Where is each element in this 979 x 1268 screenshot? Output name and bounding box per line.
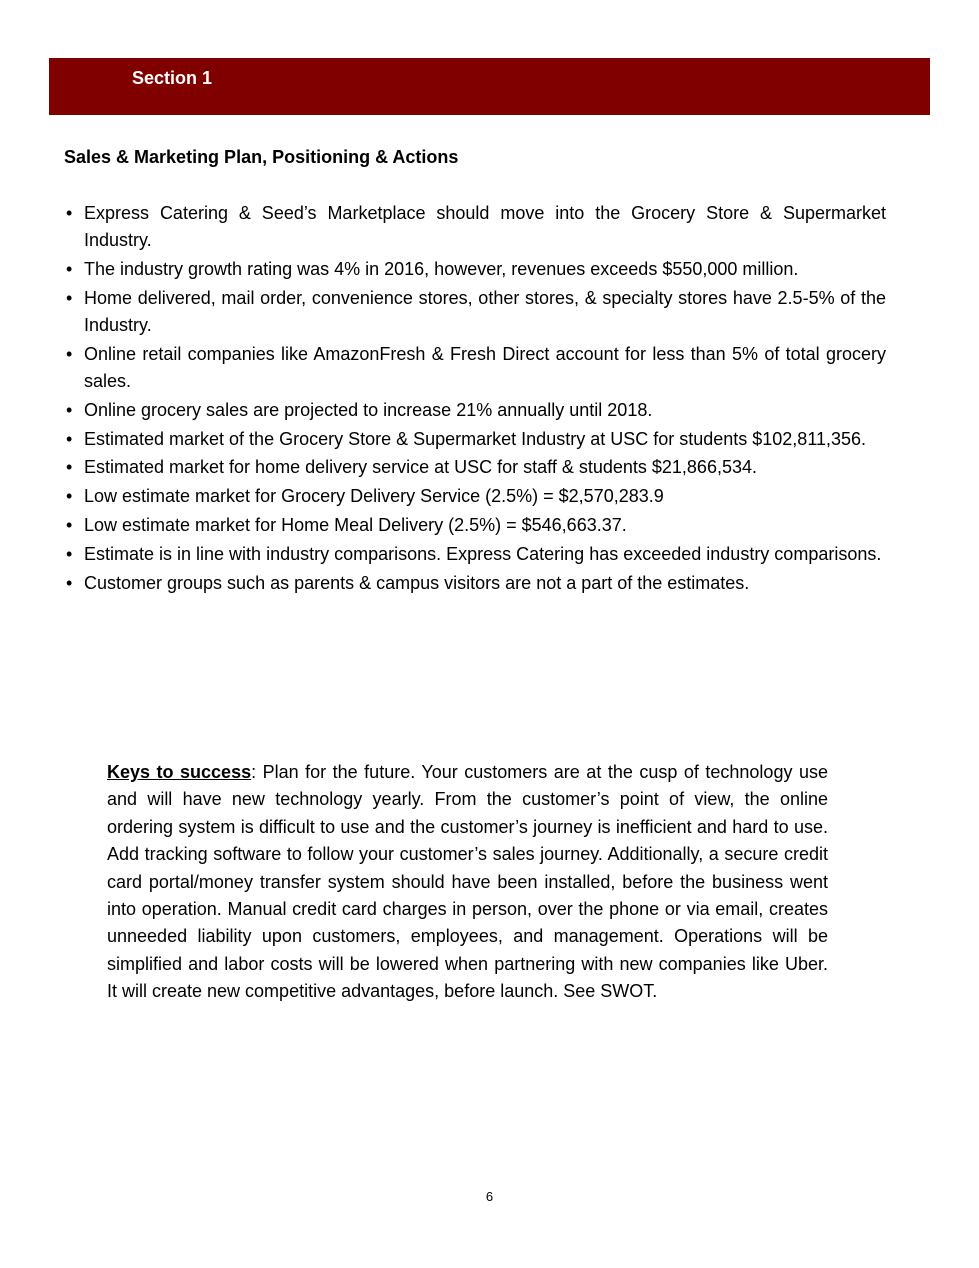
keys-to-success-label: Keys to success [107, 762, 252, 782]
section-title: Section 1 [132, 68, 213, 88]
list-item: • Express Catering & Seed’s Marketplace should move into the Grocery Store & Supermarket Industry. [64, 200, 886, 254]
section-banner [49, 58, 930, 115]
list-item: • Online grocery sales are projected to increase 21% annually until 2018. [64, 397, 886, 424]
keys-to-success-paragraph [107, 759, 828, 1006]
list-item: • The industry growth rating was 4% in 2016, however, revenues exceeds $550,000 million. [64, 256, 886, 283]
list-item: • Customer groups such as parents & campus visitors are not a part of the estimates. [64, 570, 886, 597]
page-heading: Sales & Marketing Plan, Positioning & Actions [64, 147, 459, 167]
keys-to-success-text: Plan for the future. Your customers are at the cusp of technology use and will have new technology yearly. From the customer’s point of view, the online ordering system is difficult to use and the customer’s journey is inefficient and hard to use. Add tracking software to follow your customer’s sales journey. Additionally, a secure credit card portal/money transfer system should have been installed, before the business went into operation. Manual credit card charges in person, over the phone or via email, creates unneeded liability upon customers, employees, and management. Operations will be simplified and labor costs will be lowered when partnering with new companies like Uber. It will create new competitive advantages, before launch. See SWOT. [107, 762, 828, 1002]
list-item: • Low estimate market for Home Meal Delivery (2.5%) = $546,663.37. [64, 512, 886, 539]
list-item: • Low estimate market for Grocery Delivery Service (2.5%) = $2,570,283.9 [64, 483, 886, 510]
list-item: • Estimated market for home delivery service at USC for staff & students $21,866,534. [64, 454, 886, 481]
list-item: • Home delivered, mail order, convenience stores, other stores, & specialty stores have 2.5-5% of the Industry. [64, 285, 886, 339]
list-item: • Online retail companies like AmazonFresh & Fresh Direct account for less than 5% of total grocery sales. [64, 341, 886, 395]
keys-to-success-separator: : [251, 762, 257, 782]
list-item: • Estimate is in line with industry comparisons. Express Catering has exceeded industry comparisons. [64, 541, 886, 568]
bullet-list [64, 200, 886, 598]
list-item: • Estimated market of the Grocery Store & Supermarket Industry at USC for students $102,811,356. [64, 426, 886, 453]
page-number: 6 [485, 1189, 494, 1204]
